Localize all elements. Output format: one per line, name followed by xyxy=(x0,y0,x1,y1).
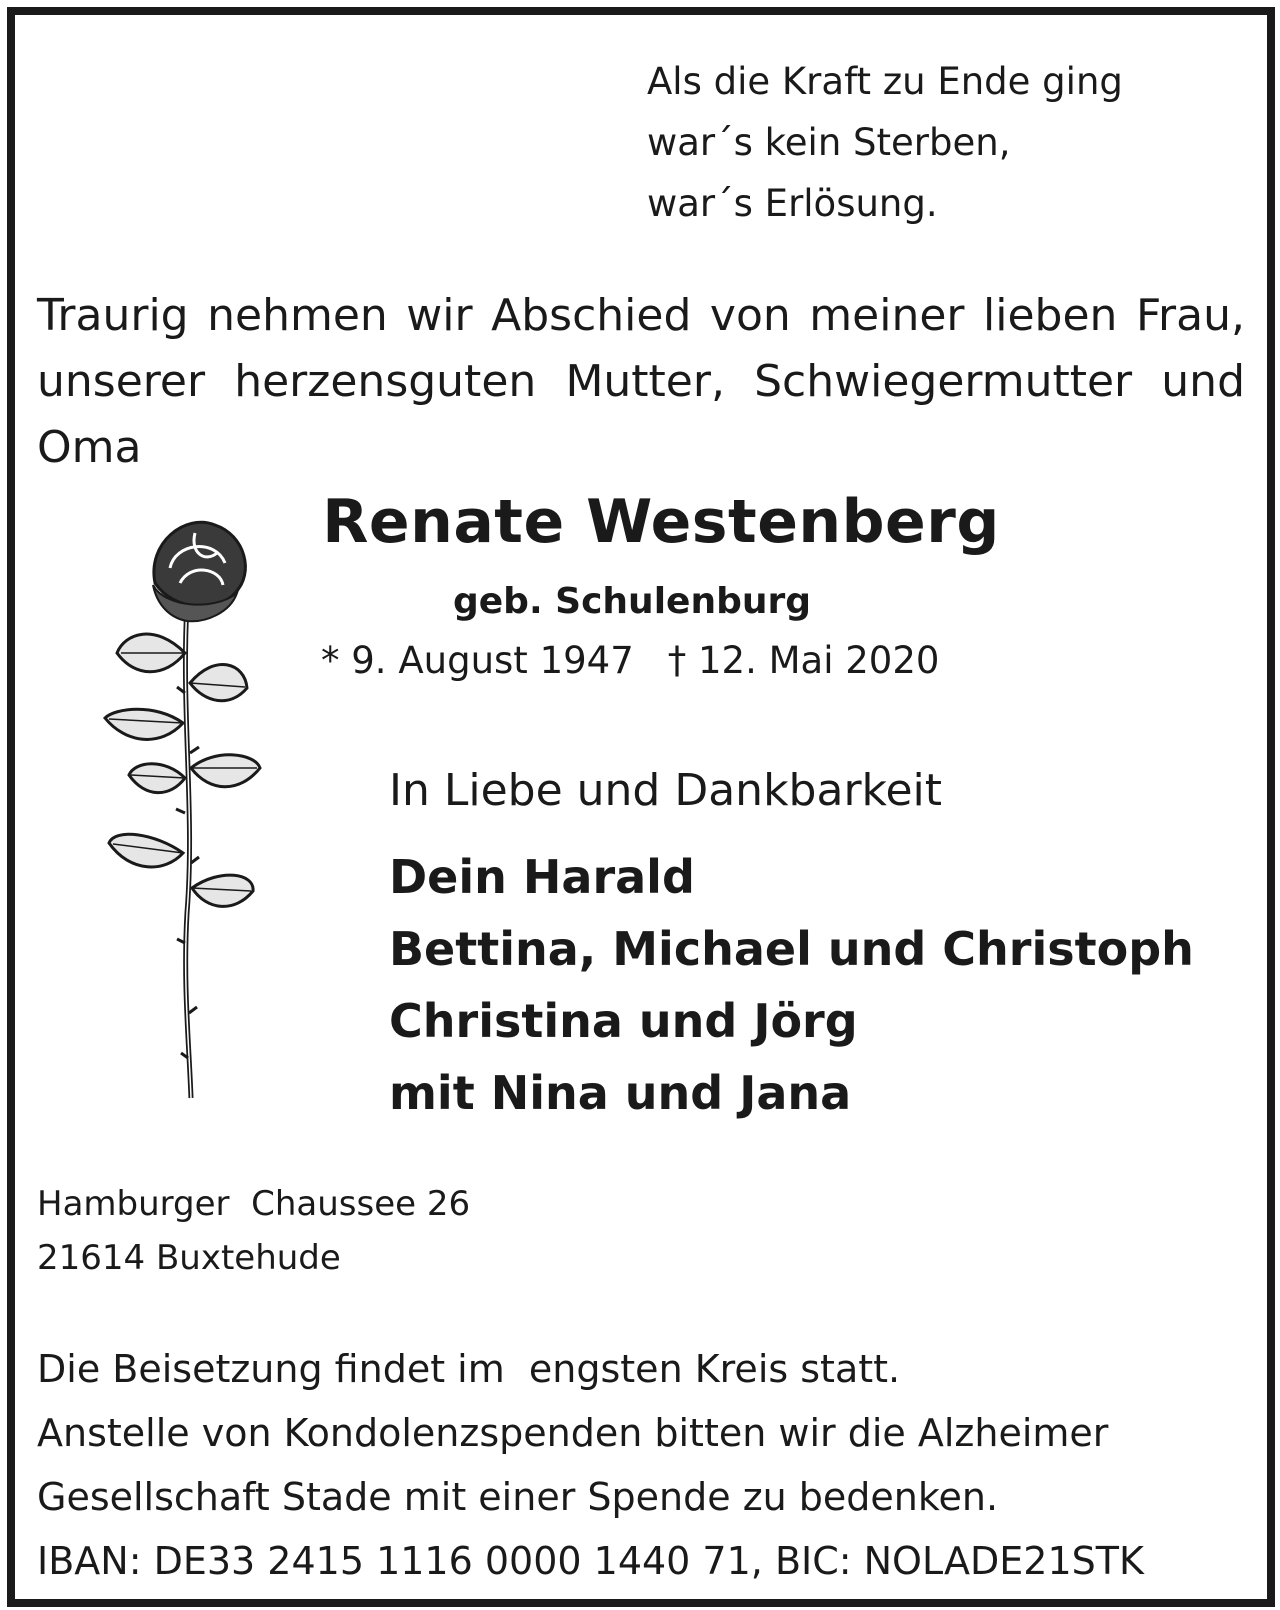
life-dates xyxy=(321,639,939,682)
poem-line: war´s Erlösung. xyxy=(647,182,938,225)
poem xyxy=(647,51,1123,234)
address-block xyxy=(37,1177,470,1285)
notice-line: Die Beisetzung findet im engsten Kreis statt. xyxy=(37,1347,901,1391)
intro-text: Traurig nehmen wir Abschied von meiner lieben Frau, unserer herzensguten Mutter, Schwiegermutter und Oma xyxy=(37,290,1245,473)
notice-line: Anstelle von Kondolenzspenden bitten wir die Alzheimer xyxy=(37,1411,1109,1455)
family-line: Bettina, Michael und Christoph xyxy=(389,922,1194,976)
family-signatures xyxy=(389,841,1194,1129)
poem-line: war´s kein Sterben, xyxy=(647,121,1011,164)
death-date: † 12. Mai 2020 xyxy=(667,639,940,682)
address-street: Hamburger Chaussee 26 xyxy=(37,1184,471,1224)
address-city: 21614 Buxtehude xyxy=(37,1238,341,1278)
family-line: Christina und Jörg xyxy=(389,994,858,1048)
thanks-line: In Liebe und Dankbarkeit xyxy=(389,765,942,816)
poem-line: Als die Kraft zu Ende ging xyxy=(647,60,1123,103)
obituary-frame xyxy=(7,7,1275,1607)
rose-illustration xyxy=(95,513,275,1103)
deceased-name: Renate Westenberg xyxy=(322,487,1000,557)
maiden-name: geb. Schulenburg xyxy=(453,581,811,622)
family-line: mit Nina und Jana xyxy=(389,1066,852,1120)
bank-details: IBAN: DE33 2415 1116 0000 1440 71, BIC: NOLADE21STK xyxy=(37,1539,1144,1583)
family-line: Dein Harald xyxy=(389,850,695,904)
funeral-notice xyxy=(37,1337,1144,1593)
notice-line: Gesellschaft Stade mit einer Spende zu bedenken. xyxy=(37,1475,999,1519)
birth-date: * 9. August 1947 xyxy=(321,639,634,682)
